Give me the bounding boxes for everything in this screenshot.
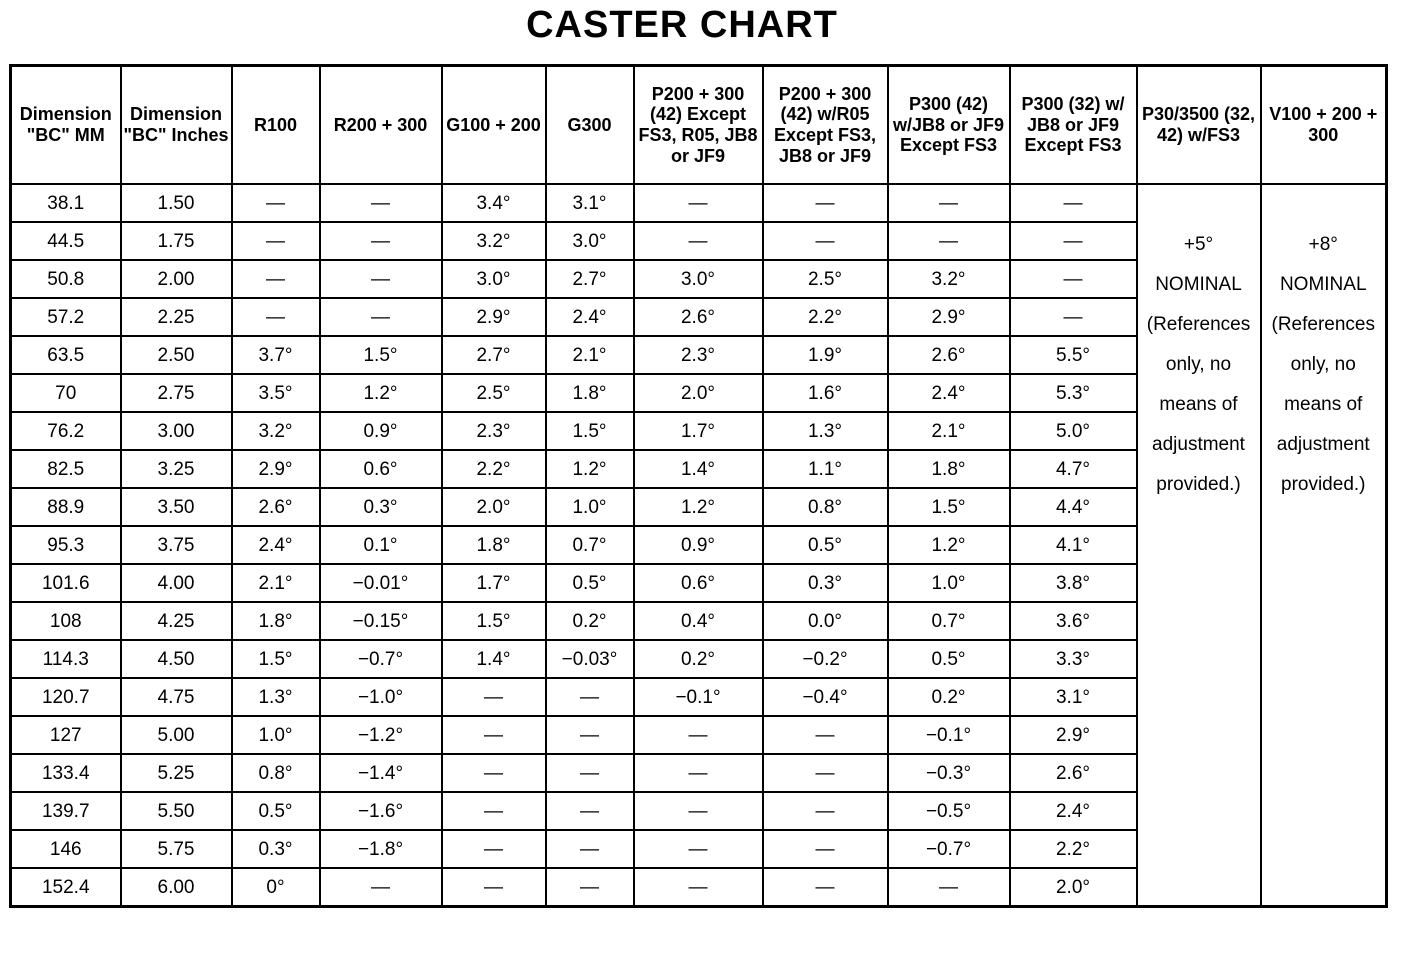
table-cell: 1.8° <box>888 450 1010 488</box>
table-cell: 1.2° <box>546 450 634 488</box>
table-cell: 3.4° <box>442 184 546 222</box>
table-cell: 0.9° <box>634 526 763 564</box>
table-cell: 1.8° <box>232 602 320 640</box>
table-cell: 70 <box>11 374 121 412</box>
table-cell: 146 <box>11 830 121 868</box>
table-cell: 57.2 <box>11 298 121 336</box>
table-cell: — <box>320 184 442 222</box>
table-cell: 5.3° <box>1010 374 1137 412</box>
table-cell: −0.5° <box>888 792 1010 830</box>
table-cell: — <box>763 830 888 868</box>
table-cell: — <box>634 792 763 830</box>
table-cell: 0.8° <box>232 754 320 792</box>
column-header: R100 <box>232 66 320 185</box>
table-cell: 3.25 <box>121 450 232 488</box>
table-cell: 5.0° <box>1010 412 1137 450</box>
table-cell: 2.1° <box>888 412 1010 450</box>
table-cell: 44.5 <box>11 222 121 260</box>
table-cell: 1.7° <box>442 564 546 602</box>
table-cell: 3.5° <box>232 374 320 412</box>
table-cell: 2.5° <box>763 260 888 298</box>
table-cell: 2.9° <box>232 450 320 488</box>
table-cell: — <box>1010 260 1137 298</box>
table-row <box>11 184 1387 222</box>
table-cell: 2.3° <box>442 412 546 450</box>
table-cell: 3.75 <box>121 526 232 564</box>
table-cell: 2.7° <box>442 336 546 374</box>
table-cell: 0.1° <box>320 526 442 564</box>
table-cell: — <box>634 716 763 754</box>
table-cell: −0.7° <box>320 640 442 678</box>
table-cell: 6.00 <box>121 868 232 907</box>
table-cell: 0.2° <box>546 602 634 640</box>
table-cell: — <box>442 792 546 830</box>
table-cell: 0.4° <box>634 602 763 640</box>
table-cell: −1.8° <box>320 830 442 868</box>
table-cell: 2.6° <box>634 298 763 336</box>
table-cell: 1.3° <box>232 678 320 716</box>
table-cell: — <box>888 222 1010 260</box>
table-cell: 2.50 <box>121 336 232 374</box>
table-cell: — <box>634 830 763 868</box>
note-line: (References <box>1271 314 1375 335</box>
table-cell: 3.2° <box>442 222 546 260</box>
table-cell: 76.2 <box>11 412 121 450</box>
table-cell: 1.7° <box>634 412 763 450</box>
table-cell: 1.75 <box>121 222 232 260</box>
note-line: only, no <box>1165 354 1232 375</box>
table-cell: 1.0° <box>546 488 634 526</box>
table-cell: — <box>442 716 546 754</box>
table-cell: 2.1° <box>546 336 634 374</box>
table-cell: — <box>763 754 888 792</box>
table-cell: 0.5° <box>763 526 888 564</box>
column-header: P200 + 300 (42) w/R05 Except FS3, JB8 or JF9 <box>763 66 888 185</box>
table-cell: 5.00 <box>121 716 232 754</box>
table-cell: 2.9° <box>442 298 546 336</box>
table-cell: 1.4° <box>634 450 763 488</box>
table-cell: — <box>634 754 763 792</box>
table-cell: 2.0° <box>442 488 546 526</box>
table-cell: 1.4° <box>442 640 546 678</box>
table-cell: 2.4° <box>1010 792 1137 830</box>
table-cell: — <box>232 184 320 222</box>
table-cell: 4.25 <box>121 602 232 640</box>
table-cell: 3.1° <box>546 184 634 222</box>
table-cell: 2.6° <box>232 488 320 526</box>
table-cell: 2.5° <box>442 374 546 412</box>
note-line: provided.) <box>1281 474 1366 495</box>
column-header: P300 (32) w/ JB8 or JF9 Except FS3 <box>1010 66 1137 185</box>
table-cell: — <box>442 754 546 792</box>
table-cell: 0.3° <box>232 830 320 868</box>
table-cell: 3.2° <box>888 260 1010 298</box>
table-cell: −0.15° <box>320 602 442 640</box>
table-cell: — <box>763 716 888 754</box>
table-cell: 5.25 <box>121 754 232 792</box>
table-cell: −0.7° <box>888 830 1010 868</box>
table-cell: 2.0° <box>1010 868 1137 907</box>
table-cell: 2.25 <box>121 298 232 336</box>
table-cell: — <box>1010 222 1137 260</box>
table-cell: 1.9° <box>763 336 888 374</box>
table-cell: — <box>888 868 1010 907</box>
table-cell: 2.00 <box>121 260 232 298</box>
caster-table <box>9 64 1388 908</box>
table-cell: 50.8 <box>11 260 121 298</box>
table-cell: 5.75 <box>121 830 232 868</box>
table-cell: 0.7° <box>888 602 1010 640</box>
table-cell: 2.9° <box>888 298 1010 336</box>
table-cell: 1.5° <box>320 336 442 374</box>
table-cell: 133.4 <box>11 754 121 792</box>
table-cell: 2.2° <box>763 298 888 336</box>
table-cell: 1.5° <box>546 412 634 450</box>
table-cell: 3.2° <box>232 412 320 450</box>
table-cell: 3.0° <box>546 222 634 260</box>
table-cell: 2.4° <box>546 298 634 336</box>
table-cell: −1.2° <box>320 716 442 754</box>
table-cell: 1.50 <box>121 184 232 222</box>
table-cell: 0.0° <box>763 602 888 640</box>
table-cell: — <box>442 830 546 868</box>
table-cell: 3.1° <box>1010 678 1137 716</box>
table-cell: −0.2° <box>763 640 888 678</box>
table-cell: 2.75 <box>121 374 232 412</box>
table-cell: 139.7 <box>11 792 121 830</box>
table-cell: −1.4° <box>320 754 442 792</box>
table-cell: 3.3° <box>1010 640 1137 678</box>
table-cell: 1.5° <box>442 602 546 640</box>
table-cell: — <box>232 298 320 336</box>
column-header: P300 (42) w/JB8 or JF9 Except FS3 <box>888 66 1010 185</box>
table-cell: 5.5° <box>1010 336 1137 374</box>
header-row <box>11 66 1387 185</box>
table-cell: 1.5° <box>888 488 1010 526</box>
table-cell: 2.9° <box>1010 716 1137 754</box>
table-cell: 1.8° <box>546 374 634 412</box>
table-cell: — <box>546 716 634 754</box>
table-cell: 2.7° <box>546 260 634 298</box>
table-cell: 0.8° <box>763 488 888 526</box>
table-cell: — <box>634 868 763 907</box>
table-cell: — <box>320 868 442 907</box>
table-cell: 3.0° <box>634 260 763 298</box>
table-cell: 4.00 <box>121 564 232 602</box>
table-cell: — <box>442 868 546 907</box>
table-cell: 0.6° <box>320 450 442 488</box>
column-header: P30/3500 (32, 42) w/FS3 <box>1137 66 1261 185</box>
table-cell: — <box>1010 298 1137 336</box>
table-cell: 101.6 <box>11 564 121 602</box>
table-cell: — <box>763 184 888 222</box>
table-cell: −0.03° <box>546 640 634 678</box>
table-cell: 1.2° <box>634 488 763 526</box>
table-cell: 3.6° <box>1010 602 1137 640</box>
note-line: means of <box>1284 394 1363 415</box>
table-cell: 0.5° <box>232 792 320 830</box>
note-line: +5° <box>1183 234 1214 255</box>
table-cell: 0.2° <box>888 678 1010 716</box>
table-cell: 1.6° <box>763 374 888 412</box>
table-cell: 3.50 <box>121 488 232 526</box>
v100-nominal-note <box>1261 184 1387 907</box>
table-cell: −0.3° <box>888 754 1010 792</box>
table-cell: 3.0° <box>442 260 546 298</box>
table-cell: — <box>763 792 888 830</box>
table-cell: 0.6° <box>634 564 763 602</box>
table-cell: — <box>320 298 442 336</box>
note-line: NOMINAL <box>1155 274 1242 295</box>
column-header: R200 + 300 <box>320 66 442 185</box>
table-cell: 0.3° <box>763 564 888 602</box>
column-header: Dimension "BC" Inches <box>121 66 232 185</box>
column-header: G100 + 200 <box>442 66 546 185</box>
note-line: adjustment <box>1276 434 1370 455</box>
table-cell: 4.7° <box>1010 450 1137 488</box>
table-cell: −1.6° <box>320 792 442 830</box>
table-cell: 1.8° <box>442 526 546 564</box>
table-cell: — <box>546 678 634 716</box>
table-cell: 0.3° <box>320 488 442 526</box>
table-cell: — <box>546 754 634 792</box>
note-line: only, no <box>1290 354 1356 375</box>
table-cell: −0.01° <box>320 564 442 602</box>
table-cell: 1.1° <box>763 450 888 488</box>
table-cell: — <box>546 792 634 830</box>
table-cell: 4.1° <box>1010 526 1137 564</box>
table-cell: 3.00 <box>121 412 232 450</box>
table-cell: 2.0° <box>634 374 763 412</box>
table-cell: — <box>320 222 442 260</box>
table-cell: 1.0° <box>888 564 1010 602</box>
table-cell: 4.50 <box>121 640 232 678</box>
table-cell: 2.4° <box>232 526 320 564</box>
table-cell: — <box>546 868 634 907</box>
table-cell: 2.3° <box>634 336 763 374</box>
column-header: V100 + 200 + 300 <box>1261 66 1387 185</box>
table-cell: 152.4 <box>11 868 121 907</box>
column-header: P200 + 300 (42) Except FS3, R05, JB8 or JF9 <box>634 66 763 185</box>
table-cell: 1.3° <box>763 412 888 450</box>
table-cell: −0.4° <box>763 678 888 716</box>
table-cell: — <box>888 184 1010 222</box>
note-line: means of <box>1159 394 1238 415</box>
column-header: Dimension "BC" MM <box>11 66 121 185</box>
table-cell: 1.5° <box>232 640 320 678</box>
note-line: adjustment <box>1152 434 1245 455</box>
table-cell: −0.1° <box>888 716 1010 754</box>
table-cell: 0° <box>232 868 320 907</box>
table-cell: 108 <box>11 602 121 640</box>
table-cell: 1.2° <box>888 526 1010 564</box>
table-cell: 0.2° <box>634 640 763 678</box>
table-cell: 2.2° <box>442 450 546 488</box>
table-cell: 120.7 <box>11 678 121 716</box>
table-cell: 1.0° <box>232 716 320 754</box>
table-cell: 2.2° <box>1010 830 1137 868</box>
table-cell: 38.1 <box>11 184 121 222</box>
table-cell: — <box>634 222 763 260</box>
note-line: provided.) <box>1156 474 1241 495</box>
table-cell: — <box>634 184 763 222</box>
table-cell: — <box>763 222 888 260</box>
table-cell: — <box>232 260 320 298</box>
table-cell: 4.4° <box>1010 488 1137 526</box>
table-cell: 0.7° <box>546 526 634 564</box>
table-cell: 63.5 <box>11 336 121 374</box>
table-cell: — <box>232 222 320 260</box>
table-cell: 0.5° <box>888 640 1010 678</box>
page-title: CASTER CHART <box>526 4 838 46</box>
table-cell: 0.9° <box>320 412 442 450</box>
table-cell: — <box>546 830 634 868</box>
note-line: NOMINAL <box>1279 274 1367 295</box>
table-cell: — <box>1010 184 1137 222</box>
table-cell: 3.8° <box>1010 564 1137 602</box>
table-cell: −0.1° <box>634 678 763 716</box>
table-cell: 88.9 <box>11 488 121 526</box>
table-cell: 2.6° <box>1010 754 1137 792</box>
note-line: +8° <box>1308 234 1338 255</box>
table-cell: 3.7° <box>232 336 320 374</box>
table-cell: 5.50 <box>121 792 232 830</box>
table-cell: 114.3 <box>11 640 121 678</box>
table-cell: — <box>320 260 442 298</box>
table-cell: 95.3 <box>11 526 121 564</box>
table-cell: 2.4° <box>888 374 1010 412</box>
table-cell: — <box>763 868 888 907</box>
column-header: G300 <box>546 66 634 185</box>
table-cell: 127 <box>11 716 121 754</box>
table-cell: −1.0° <box>320 678 442 716</box>
table-cell: 2.6° <box>888 336 1010 374</box>
table-cell: 2.1° <box>232 564 320 602</box>
table-cell: 0.5° <box>546 564 634 602</box>
note-line: (References <box>1146 314 1251 335</box>
table-cell: 4.75 <box>121 678 232 716</box>
fs3-nominal-note <box>1137 184 1261 907</box>
table-cell: 82.5 <box>11 450 121 488</box>
table-cell: — <box>442 678 546 716</box>
table-cell: 1.2° <box>320 374 442 412</box>
